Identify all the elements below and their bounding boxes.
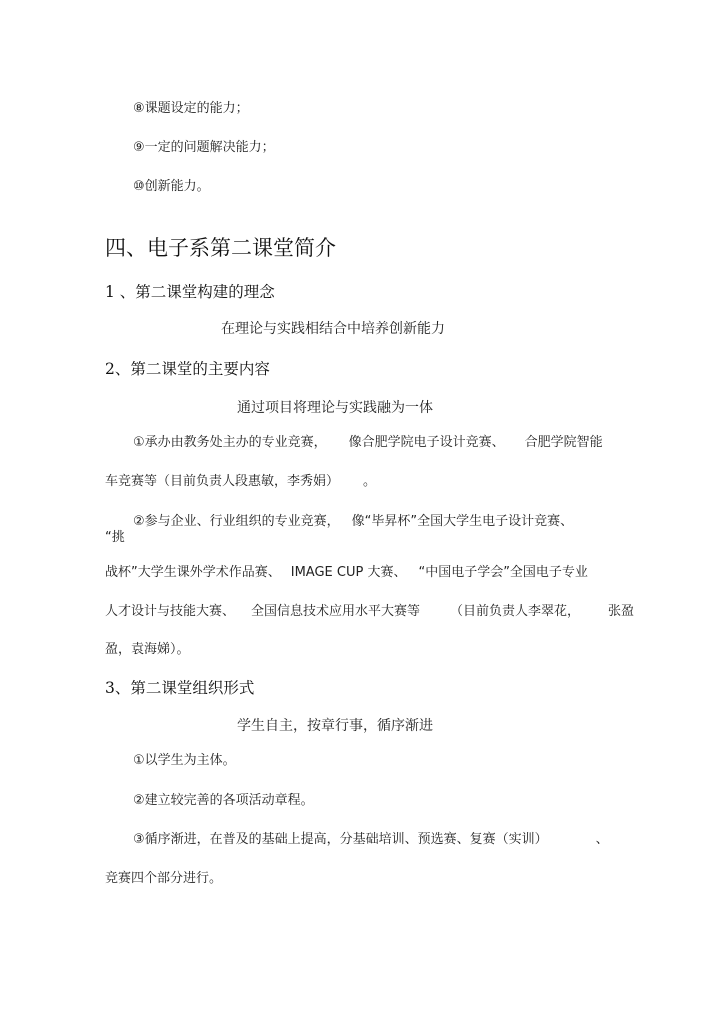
text-fragment: 全国信息技术应用水平大赛等 [251,604,421,619]
paragraph-line: 盈，袁海娣）。 [105,642,190,657]
text-fragment: ③循序渐进，在普及的基础上提高，分基础培训、预选赛、复赛（实训） [133,832,548,847]
list-item-8: ⑧课题设定的能力； [133,101,249,116]
subsection-2-heading: 2、第二课堂的主要内容 [105,360,270,378]
paragraph-line [105,604,634,620]
subsection-3-heading: 3、第二课堂组织形式 [105,679,255,697]
text-fragment: 、 [595,832,609,847]
list-item: ①以学生为主体。 [133,753,236,768]
list-item: ②建立较完善的各项活动章程。 [133,793,314,808]
text-fragment: ①承办由教务处主办的专业竞赛， [133,435,327,450]
subsection-3-motto: 学生自主，按章行事，循序渐进 [237,718,433,734]
paragraph-line [133,832,609,848]
text-fragment: ②参与企业、行业组织的专业竞赛， [133,514,340,529]
subsection-2-motto: 通过项目将理论与实践融为一体 [237,400,433,416]
text-fragment: “中国电子学会”全国电子专业 [418,565,588,580]
subsection-1-heading: 1 、第二课堂构建的理念 [105,283,275,301]
text-fragment: 战杯”大学生课外学术作品赛、 [105,565,281,580]
text-fragment: 张盈 [608,604,635,619]
paragraph-line: “挑 [105,530,125,545]
paragraph-line [133,514,573,530]
paragraph-line [105,474,376,490]
text-fragment: 。 [363,474,377,489]
list-item-10: ⑩创新能力。 [133,179,210,194]
list-item-9: ⑨一定的问题解决能力； [133,140,275,155]
text-fragment: （目前负责人李翠花， [450,604,581,619]
text-fragment: 像合肥学院电子设计竞赛、 [348,435,505,450]
text-fragment: IMAGE CUP 大赛、 [290,565,407,580]
paragraph-line [105,565,588,581]
text-fragment: 车竞赛等（目前负责人段惠敏，李秀娟） [105,474,340,489]
text-fragment: 像“毕昇杯”全国大学生电子设计竞赛、 [351,514,574,529]
section-title: 四、电子系第二课堂简介 [105,236,336,260]
paragraph-line: 竞赛四个部分进行。 [105,871,223,886]
text-fragment: 人才设计与技能大赛、 [105,604,236,619]
text-fragment: 合肥学院智能 [524,435,603,450]
paragraph-line [133,435,603,451]
subsection-1-motto: 在理论与实践相结合中培养创新能力 [221,321,445,337]
